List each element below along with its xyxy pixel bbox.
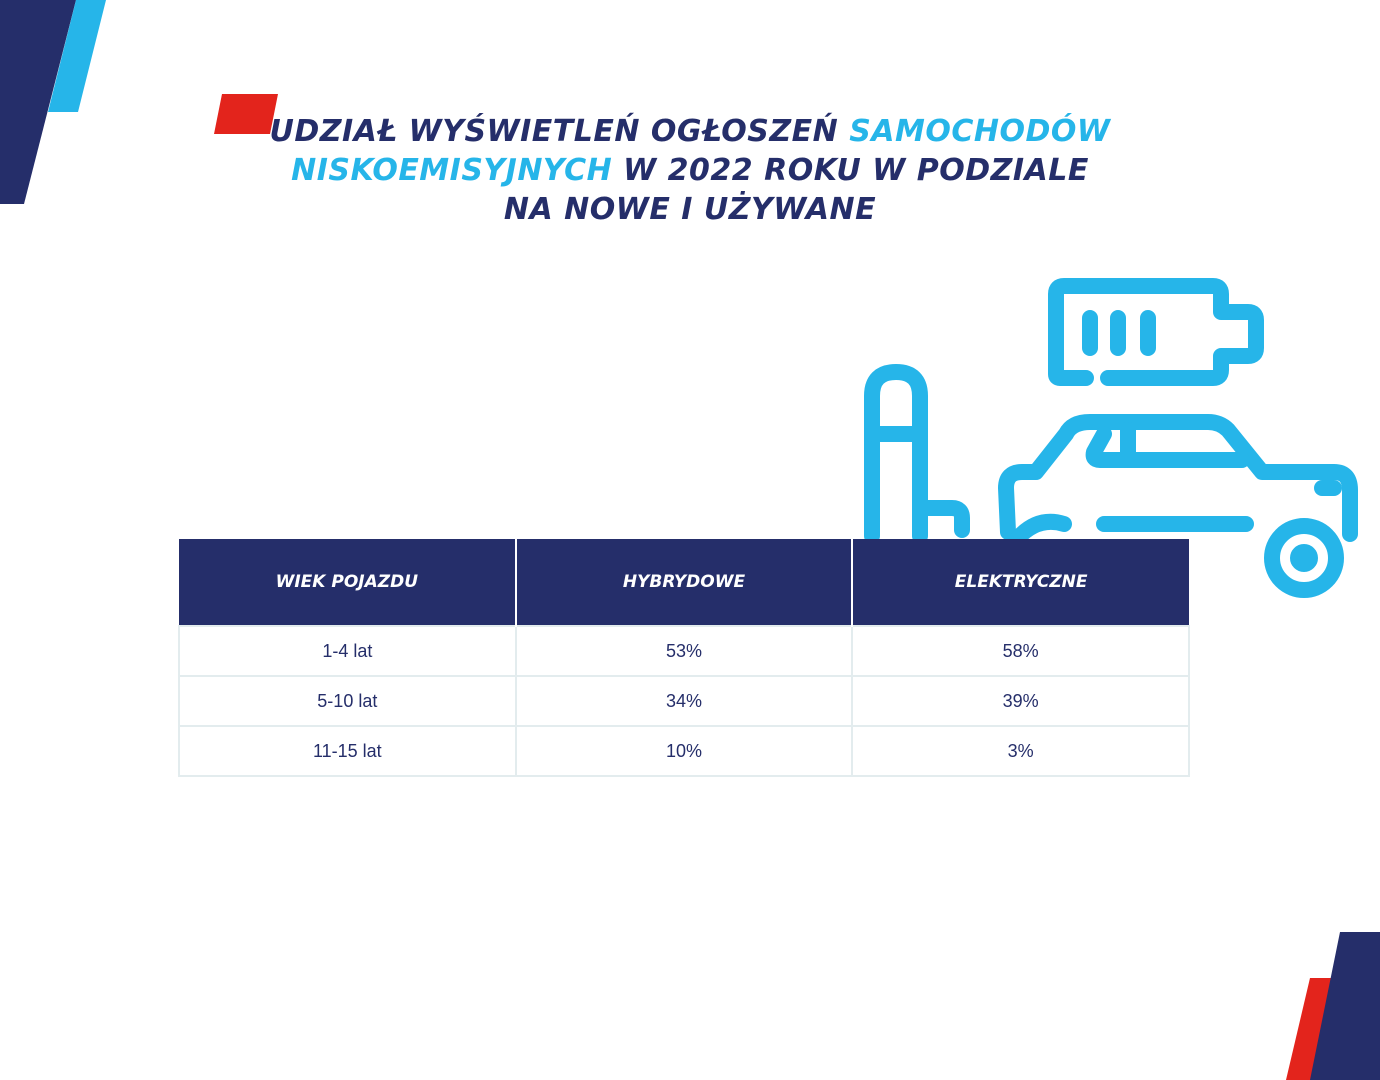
page-title <box>190 112 1190 229</box>
cell-electric: 58% <box>852 626 1189 676</box>
corner-decoration-bottom-right <box>1280 930 1380 1080</box>
table-row <box>179 626 1189 676</box>
cell-hybrid: 34% <box>516 676 853 726</box>
title-part-1: UDZIAŁ WYŚWIETLEŃ OGŁOSZEŃ <box>269 114 850 149</box>
header-electric: ELEKTRYCZNE <box>852 539 1189 626</box>
table-row <box>179 726 1189 776</box>
cell-hybrid: 53% <box>516 626 853 676</box>
header-hybrid: HYBRYDOWE <box>516 539 853 626</box>
cell-electric: 3% <box>852 726 1189 776</box>
cell-electric: 39% <box>852 676 1189 726</box>
cell-vehicle-age: 5-10 lat <box>179 676 516 726</box>
table-row <box>179 676 1189 726</box>
cell-vehicle-age: 11-15 lat <box>179 726 516 776</box>
cell-hybrid: 10% <box>516 726 853 776</box>
title-highlight: SAMOCHODÓW NISKOEMISYJNYCH <box>291 114 1111 188</box>
title-part-3: W 2022 ROKU W PODZIALE <box>612 153 1089 188</box>
corner-decoration-top-left <box>0 0 120 210</box>
title-part-4: NA NOWE I UŻYWANE <box>503 192 877 227</box>
header-vehicle-age: WIEK POJAZDU <box>179 539 516 626</box>
data-table <box>178 539 1190 777</box>
cell-vehicle-age: 1-4 lat <box>179 626 516 676</box>
table-header-row <box>179 539 1189 626</box>
